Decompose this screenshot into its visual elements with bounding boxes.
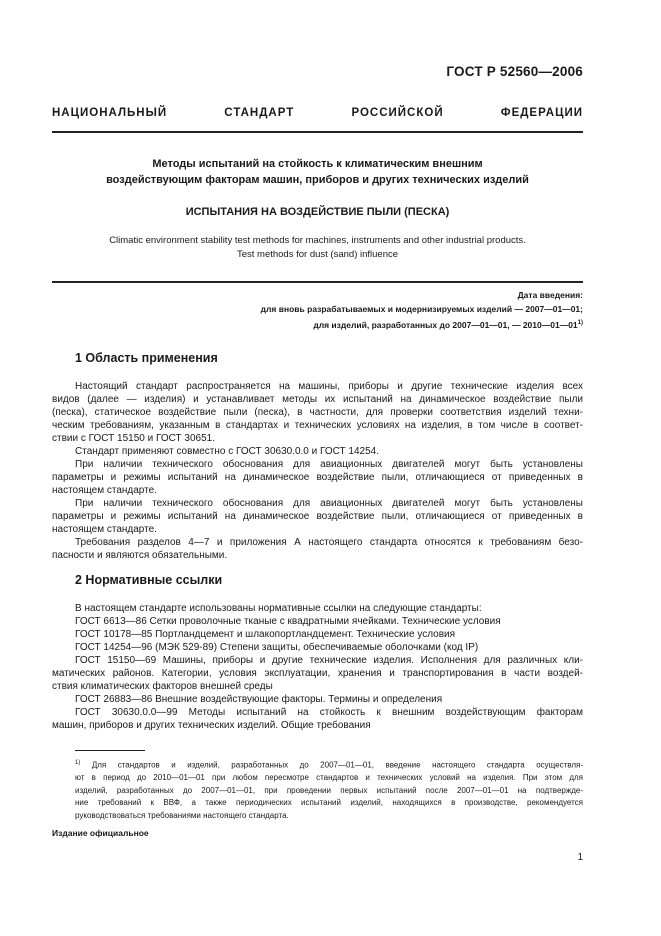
reference-line: ГОСТ 6613—86 Сетки проволочные тканые с квадратными ячейками. Технические условия (75, 616, 501, 627)
footnote-rule (75, 750, 145, 751)
footnote-line-text: Для стандартов и изделий, разработанных до 2007—01—01, введение настоящего стандарта осуществля- (91, 760, 583, 770)
footnote-line: изделий, разработанных до 2007—01—01, при проведении первых испытаний после 2007—01—01 на подтвержде- (75, 785, 583, 795)
edition-label: Издание официальное (52, 828, 149, 838)
paragraph-line: настоящем стандарте. (52, 485, 157, 496)
reference-line: ГОСТ 15150—69 Машины, приборы и другие технические изделия. Исполнения для различных кли- (75, 655, 583, 666)
standard-title: НАЦИОНАЛЬНЫЙ СТАНДАРТ РОССИЙСКОЙ ФЕДЕРАЦИИ (52, 107, 583, 119)
title-rule (52, 281, 583, 283)
title-line-2: воздействующим факторам машин, приборов и других технических изделий (106, 174, 529, 186)
paragraph-line: параметры и режимы испытаний на динамическое воздействие пыли, отличающиеся от приведенных в (52, 472, 583, 483)
document-subtitle: ИСПЫТАНИЯ НА ВОЗДЕЙСТВИЕ ПЫЛИ (ПЕСКА) (185, 206, 450, 218)
footnote-line (75, 757, 583, 772)
paragraph-line: (песка), статическое воздействие пыли (песка), в частности, для проверки соответствия изделий техни- (52, 407, 583, 418)
footnote-line: руководствоваться требованиями настоящего стандарта. (75, 810, 289, 820)
footnote (75, 757, 583, 822)
document-title (52, 156, 583, 188)
paragraph-line: настоящем стандарте. (52, 524, 157, 535)
reference-line: ГОСТ 26883—86 Внешние воздействующие факторы. Термины и определения (75, 694, 443, 705)
section-1-body (52, 380, 583, 562)
paragraph-line: ческим требованиям, указанным в стандартах и технических условиях на изделия, в том числе в соответ- (52, 420, 583, 431)
footnote-ref: 1) (577, 320, 583, 326)
english-title (52, 234, 583, 262)
intro-date-label: Дата введения: (517, 290, 583, 300)
footnote-marker: 1) (75, 760, 81, 766)
paragraph-line: Настоящий стандарт распространяется на машины, приборы и другие технические изделия всех (75, 381, 583, 392)
english-title-line-2: Test methods for dust (sand) influence (236, 249, 399, 260)
reference-line: матических районов. Категории, условия эксплуатации, хранения и транспортирования в части воздей- (52, 668, 583, 679)
doc-number: ГОСТ Р 52560—2006 (446, 64, 583, 79)
footnote-line: ют в период до 2010—01—01 при любом пересмотре стандартов и технических условий на изделия. При этом для (75, 773, 583, 783)
paragraph-line: параметры и режимы испытаний на динамическое воздействие пыли, отличающиеся от приведенных в (52, 511, 583, 522)
section-2-body (52, 602, 583, 732)
section-2-heading: 2 Нормативные ссылки (75, 573, 223, 587)
title-line-1: Методы испытаний на стойкость к климатическим внешним (152, 158, 483, 170)
reference-line: ГОСТ 10178—85 Портландцемент и шлакопортландцемент. Технические условия (75, 629, 456, 640)
intro-date-line-2 (261, 316, 583, 332)
paragraph-line: При наличии технического обоснования для авиационных двигателей могут быть установлены (75, 459, 583, 470)
paragraph-line: В настоящем стандарте использованы нормативные ссылки на следующие стандарты: (75, 603, 482, 614)
reference-line: ГОСТ 30630.0.0—99 Методы испытаний на стойкость к внешним воздействующим факторам (75, 707, 583, 718)
intro-date-line-1: для вновь разрабатываемых и модернизируемых изделий — 2007—01—01; (260, 304, 583, 314)
paragraph-line: Стандарт применяют совместно с ГОСТ 30630.0.0 и ГОСТ 14254. (75, 446, 380, 457)
reference-line: ГОСТ 14254—96 (МЭК 529-89) Степени защиты, обеспечиваемые оболочками (код IP) (75, 642, 479, 653)
top-rule (52, 131, 583, 133)
footnote-line: ние требований к ВВФ, а также периодических испытаний изделий, находящихся в производстве, рекомендуется (75, 798, 583, 808)
english-title-line-1: Climatic environment stability test methods for machines, instruments and other industrial products. (109, 235, 526, 246)
page-number: 1 (577, 852, 583, 863)
paragraph-line: Требования разделов 4—7 и приложения А настоящего стандарта относятся к требованиям безо- (75, 537, 583, 548)
paragraph-line: видов (далее — изделия) и устанавливает методы их испытаний на динамическое воздействие пыли (52, 394, 583, 405)
paragraph-line: ствии с ГОСТ 15150 и ГОСТ 30651. (52, 433, 215, 444)
intro-date-line-2-text: для изделий, разработанных до 2007—01—01, — 2010—01—01 (313, 319, 578, 330)
reference-line: машин, приборов и других технических изделий. Общие требования (52, 720, 371, 731)
paragraph-line: пасности и являются обязательными. (52, 550, 228, 561)
section-1-heading: 1 Область применения (75, 351, 218, 365)
paragraph-line: При наличии технического обоснования для авиационных двигателей могут быть установлены (75, 498, 583, 509)
intro-date-block (261, 288, 583, 332)
reference-line: ствия климатических факторов внешней среды (52, 681, 273, 692)
